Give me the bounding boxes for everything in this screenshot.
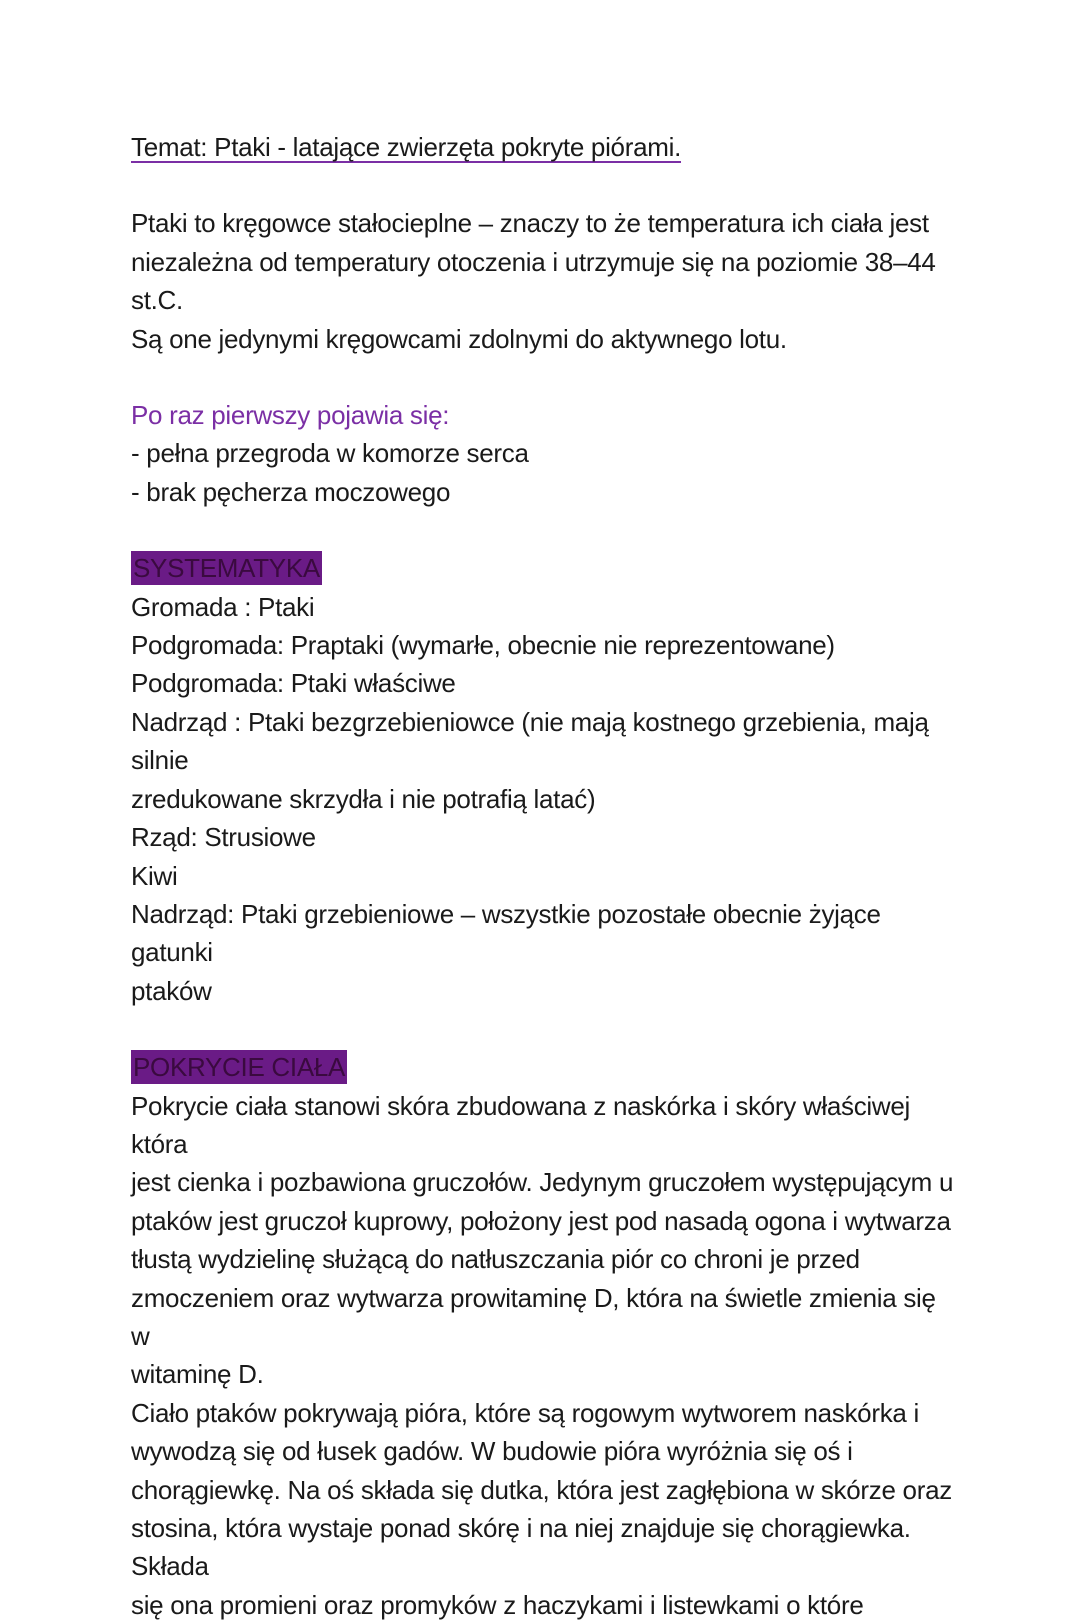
pokrycie-line: stosina, która wystaje ponad skórę i na niej znajduje się chorągiewka. Składa: [131, 1513, 911, 1582]
pokrycie-line: się ona promieni oraz promyków z haczykami i listewkami o które: [131, 1589, 864, 1620]
spacer: [131, 511, 961, 549]
pokrycie-line: witaminę D.: [131, 1359, 264, 1390]
systematyka-line: Podgromada: Praptaki (wymarłe, obecnie nie reprezentowane): [131, 630, 835, 661]
intro-line: Ptaki to kręgowce stałocieplne – znaczy to że temperatura ich ciała jest: [131, 208, 929, 239]
first-time-item: - pełna przegroda w komorze serca: [131, 438, 529, 469]
systematyka-line: Nadrząd: Ptaki grzebieniowe – wszystkie pozostałe obecnie żyjące gatunki: [131, 898, 881, 968]
section-heading-systematyka: SYSTEMATYKA: [133, 553, 320, 584]
first-time-item: - brak pęcherza moczowego: [131, 476, 451, 507]
intro-line: Są one jedynymi kręgowcami zdolnymi do aktywnego lotu.: [131, 323, 787, 354]
pokrycie-line: wywodzą się od łusek gadów. W budowie pióra wyróżnia się oś i: [131, 1436, 853, 1467]
pokrycie-line: ptaków jest gruczoł kuprowy, położony jest pod nasadą ogona i wytwarza: [131, 1205, 951, 1236]
pokrycie-line: jest cienka i pozbawiona gruczołów. Jedynym gruczołem występującym u: [131, 1167, 954, 1198]
systematyka-line: Rząd: Strusiowe: [131, 822, 316, 853]
systematyka-line: Kiwi: [131, 860, 178, 891]
spacer: [131, 1010, 961, 1048]
document-content: [131, 128, 961, 1624]
systematyka-line: Gromada : Ptaki: [131, 591, 315, 622]
pokrycie-line: zmoczeniem oraz wytwarza prowitaminę D, która na świetle zmienia się w: [131, 1282, 936, 1351]
spacer: [131, 358, 961, 396]
systematyka-line: Nadrząd : Ptaki bezgrzebieniowce (nie mają kostnego grzebienia, mają silnie: [131, 706, 929, 776]
section-heading-pokrycie-ciala: POKRYCIE CIAŁA: [133, 1052, 346, 1083]
systematyka-line: zredukowane skrzydła i nie potrafią latać): [131, 783, 596, 814]
systematyka-line: ptaków: [131, 975, 212, 1006]
pokrycie-line: Pokrycie ciała stanowi skóra zbudowana z naskórka i skóry właściwej która: [131, 1090, 911, 1159]
spacer: [131, 166, 961, 204]
intro-line: niezależna od temperatury otoczenia i utrzymuje się na poziomie 38–44 st.C.: [131, 246, 936, 316]
page-title: Temat: Ptaki - latające zwierzęta pokryte piórami.: [131, 132, 681, 162]
pokrycie-line: tłustą wydzielinę służącą do natłuszczania piór co chroni je przed: [131, 1244, 860, 1275]
systematyka-line: Podgromada: Ptaki właściwe: [131, 668, 456, 699]
pokrycie-line: chorągiewkę. Na oś składa się dutka, która jest zagłębiona w skórze oraz: [131, 1474, 952, 1505]
pokrycie-line: Ciało ptaków pokrywają pióra, które są rogowym wytworem naskórka i: [131, 1397, 919, 1428]
first-time-heading: Po raz pierwszy pojawia się:: [131, 400, 450, 431]
